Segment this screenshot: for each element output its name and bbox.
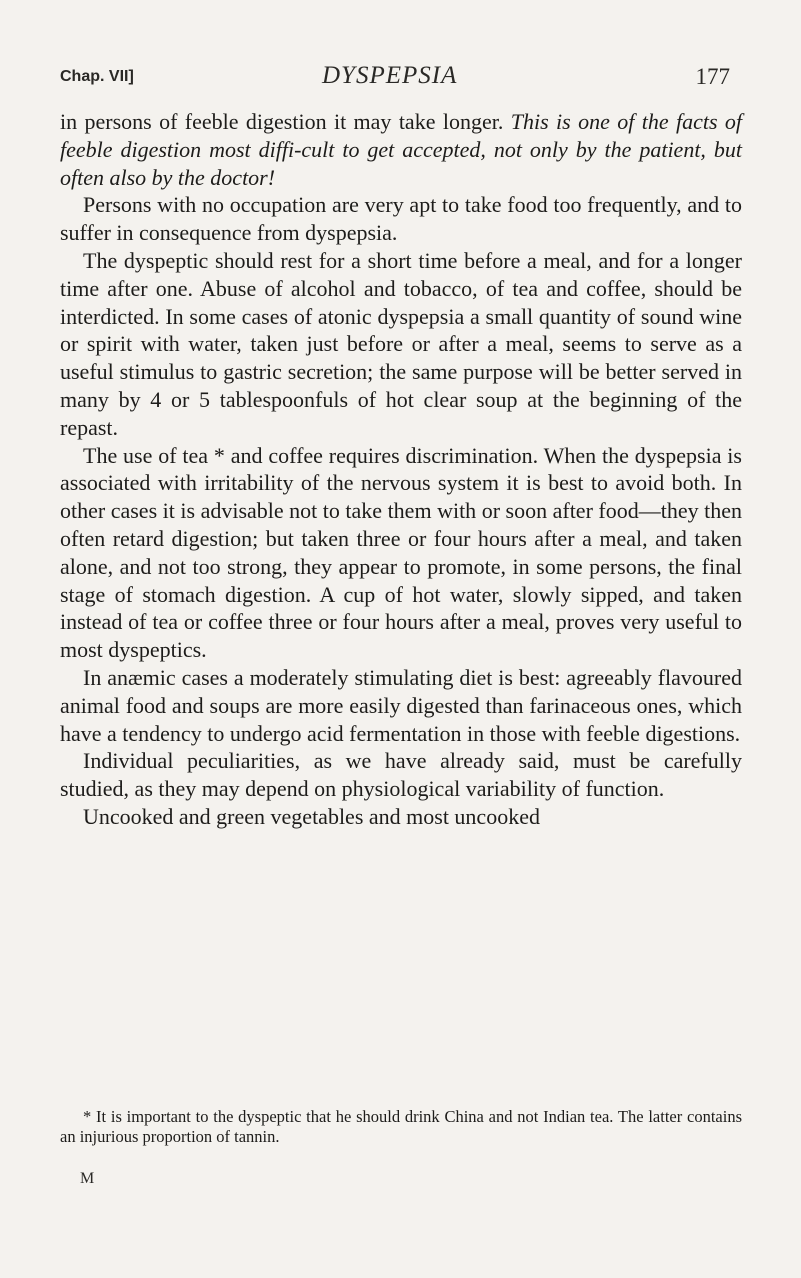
- paragraph-4: The use of tea * and coffee requires discrimination. When the dyspepsia is associated with irritability of the nervous system it is best to avoid both. In other cases it is advisable not to take them with or soon after food—they then often retard digestion; but taken three or four hours after a meal, and taken alone, and not too strong, they appear to promote, in some persons, the final stage of stomach digestion. A cup of hot water, slowly sipped, and taken instead of tea or coffee three or four hours after a meal, proves very useful to most dyspeptics.: [60, 442, 742, 663]
- paragraph-5: In anæmic cases a moderately stimulating diet is best: agreeably flavoured animal food and soups are more easily digested than farinaceous ones, which have a tendency to undergo acid fermentation in those with feeble digestions.: [60, 664, 742, 746]
- paragraph-1: [60, 108, 742, 191]
- paragraph-7: Uncooked and green vegetables and most uncooked: [83, 803, 540, 829]
- paragraph-2: Persons with no occupation are very apt to take food too frequently, and to suffer in consequence from dyspepsia.: [60, 192, 742, 246]
- footnote-text: * It is important to the dyspeptic that he should drink China and not Indian tea. The latter contains an injurious proportion of tannin.: [60, 1107, 742, 1146]
- paragraph-1-text: in persons of feeble digestion it may take longer.: [60, 109, 511, 134]
- body-text: [60, 108, 742, 831]
- signature-mark: M: [80, 1170, 95, 1187]
- footnote: [60, 1107, 742, 1147]
- page-number: 177: [695, 64, 730, 89]
- running-title: DYSPEPSIA: [322, 62, 458, 89]
- running-header: [60, 62, 730, 98]
- chapter-label: Chap. VII]: [60, 68, 134, 85]
- paragraph-1-italic: This is one of the facts of feeble digestion most diffi-cult to get accepted, not only by the patient, but often also by the doctor!: [60, 109, 743, 190]
- paragraph-6: Individual peculiarities, as we have already said, must be carefully studied, as they may depend on physiological variability of function.: [60, 748, 742, 802]
- paragraph-3: The dyspeptic should rest for a short time before a meal, and for a longer time after one. Abuse of alcohol and tobacco, of tea and coffee, should be interdicted. In some cases of atonic dyspepsia a small quantity of sound wine or spirit with water, taken just before or after a meal, seems to serve as a useful stimulus to gastric secretion; the same purpose will be better served in many by 4 or 5 tablespoonfuls of hot clear soup at the beginning of the repast.: [60, 247, 742, 440]
